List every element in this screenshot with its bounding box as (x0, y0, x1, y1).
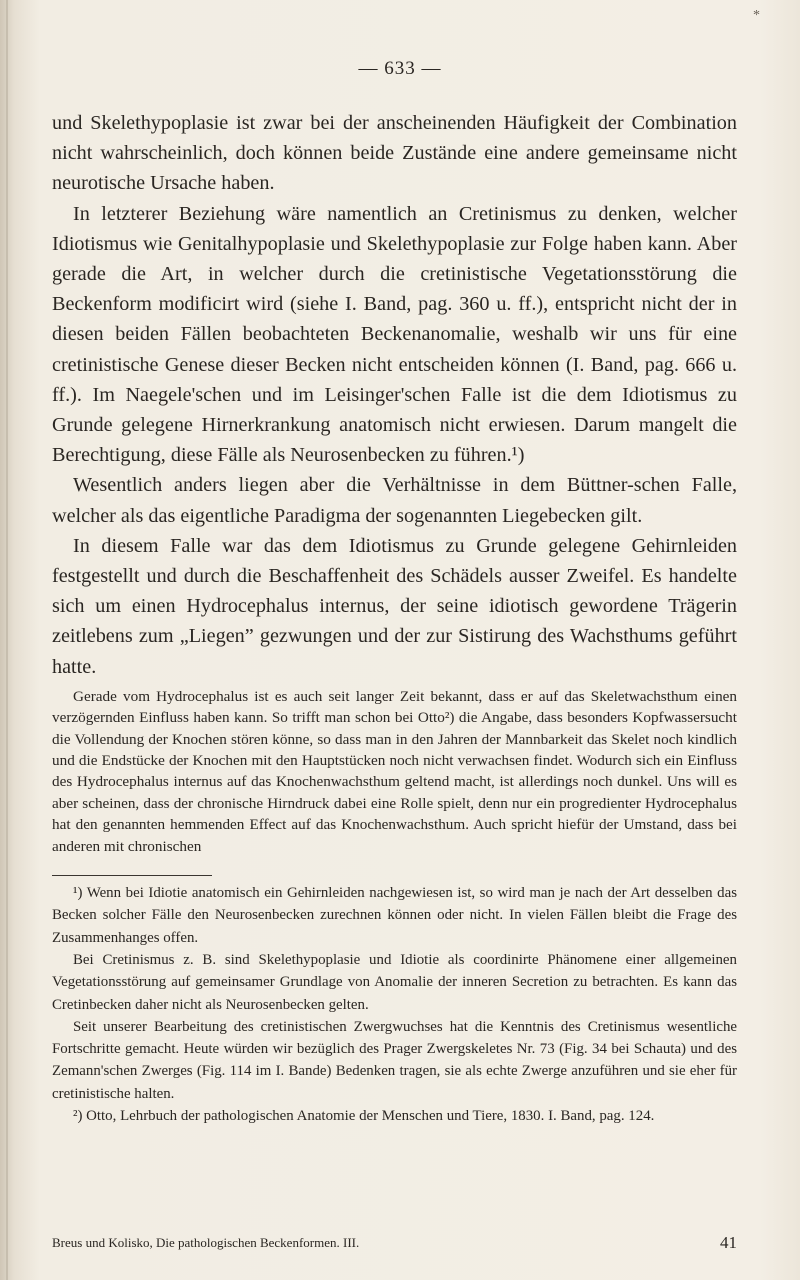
main-text (52, 108, 737, 682)
printer-signature: Breus und Kolisko, Die pathologischen Beckenformen. III. (52, 1235, 360, 1250)
footnote-2: ²) Otto, Lehrbuch der pathologischen Anatomie der Menschen und Tiere, 1830. I. Band, pag. 124. (73, 1108, 655, 1125)
footnote-1-continued: Bei Cretinismus z. B. sind Skelethypoplasie und Idiotie als coordinirte Phänomene einer allgemeinen Vegetationsstörung auf gemeinsamer Grundlage von Anomalie der inneren Secretion zu betrachten. Es kann das Cretinbecken daher nicht als Neurosenbecken gelten. (52, 952, 737, 1013)
page-content (52, 108, 737, 1127)
sheet-number: 41 (720, 1233, 737, 1252)
footnote-1: ¹) Wenn bei Idiotie anatomisch ein Gehirnleiden nachgewiesen ist, so wird man je nach der Art desselben das Becken solcher Fälle den Neurosenbecken zurechnen können oder nicht. In vielen Fällen bleibt die Frage des Zusammenhanges offen. (52, 885, 737, 946)
paragraph-4: In diesem Falle war das dem Idiotismus zu Grunde gelegene Gehirnleiden festgestellt und durch die Beschaffenheit des Schädels ausser Zweifel. Es handelte sich um einen Hydrocephalus internus, der seine idiotisch gewordene Trägerin zeitlebens zum „Liegen” gezwungen und der zur Sistirung des Wachsthums geführt hatte. (52, 534, 737, 678)
paragraph-2: In letzterer Beziehung wäre namentlich an Cretinismus zu denken, welcher Idiotismus wie Genitalhypoplasie und Skelethypoplasie zur Folge haben kann. Aber gerade die Art, in welcher durch die cretinistische Vegetationsstörung die Beckenform modificirt wird (siehe I. Band, pag. 360 u. ff.), entspricht nicht der in diesen beiden Fällen beobachteten Beckenanomalie, weshalb wir uns für eine cretinistische Genese dieser Becken nicht entscheiden können (I. Band, pag. 666 u. ff.). Im Naegele'schen und im Leisinger'schen Falle ist die dem Idiotismus zu Grunde gelegene Hirnerkrankung anatomisch nicht erwiesen. Darum mangelt die Berechtigung, diese Fälle als Neurosenbecken zu führen.¹) (52, 202, 737, 467)
paragraph-1: und Skelethypoplasie ist zwar bei der anscheinenden Häufigkeit der Combination nicht wahrscheinlich, doch können beide Zustände eine andere gemeinsame nicht neurotische Ursache haben. (52, 112, 737, 195)
paragraph-3: Wesentlich anders liegen aber die Verhältnisse in dem Büttner-schen Falle, welcher als das eigentliche Paradigma der sogenannten Liegebecken gilt. (52, 474, 737, 527)
page-number: — 633 — (358, 58, 442, 79)
footnotes (52, 882, 737, 1127)
corner-mark: * (753, 8, 760, 23)
binding-gutter (6, 0, 8, 1280)
small-print-paragraph: Gerade vom Hydrocephalus ist es auch seit langer Zeit bekannt, dass er auf das Skeletwachsthum einen verzögernden Einfluss haben kann. So trifft man schon bei Otto²) die Angabe, dass besonders Kopfwassersucht die Vollendung der Knochen stören könne, so dass man in den Jahren der Mannbarkeit das Skelet noch kindlich und die Endstücke der Knochen mit den Hauptstücken noch nicht verwachsen findet. Wodurch sich ein Einfluss des Hydrocephalus internus auf das Knochenwachsthum geltend macht, ist allerdings noch dunkel. Uns will es aber scheinen, dass der chronische Hirndruck dabei eine Rolle spielt, denn nur ein progredienter Hydrocephalus hat den genannten hemmenden Effect auf das Knochenwachsthum. Auch spricht hiefür der Umstand, dass bei anderen mit chronischen (52, 687, 737, 855)
footnote-divider (52, 875, 212, 876)
footnote-1-continued-2: Seit unserer Bearbeitung des cretinistischen Zwergwuchses hat die Kenntnis des Cretinismus wesentliche Fortschritte gemacht. Heute würden wir bezüglich des Prager Zwergskeletes Nr. 73 (Fig. 34 bei Schauta) und des Zemann'schen Zwerges (Fig. 114 im I. Bande) Bedenken tragen, sie als echte Zwerge anzuführen und sie eher für cretinistische halten. (52, 1018, 737, 1102)
